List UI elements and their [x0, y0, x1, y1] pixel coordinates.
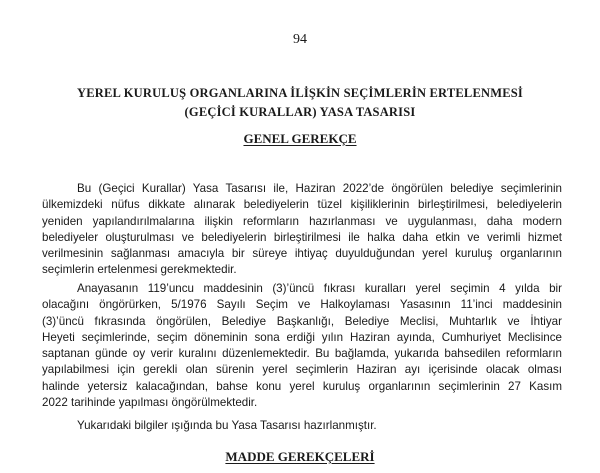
madde-gerekceleri-label: MADDE GEREKÇELERİ	[225, 449, 375, 464]
paragraph-line: Yukarıdaki bilgiler ışığında bu Yasa Tasarısı hazırlanmıştır.	[77, 419, 377, 432]
paragraph-line: yeniden yapılandırılmalarına ilişkin reformların hazırlanması ve uygulanması, daha modern	[42, 214, 562, 228]
section-heading-genel-gerekce	[0, 131, 600, 147]
paragraph-2	[42, 281, 562, 411]
paragraph-line: yapılabilmesi için gerekli olan sürenin yerel seçimlerin Haziran ayı içerisinde olacak olması	[42, 363, 562, 377]
paragraph-line: ülkemizdeki nüfus dikkate alınarak belediyelerin tüzel kişiliklerinin birleştirilmesi, belediyelerin	[42, 198, 562, 212]
paragraph-line: saptanan günde oy verir kuralını düzenlemektedir. Bu bağlamda, yukarıda bahsedilen reformların	[42, 347, 562, 361]
paragraph-line: Bu (Geçici Kurallar) Yasa Tasarısı ile, Haziran 2022’de öngörülen belediye seçimlerinin	[77, 182, 562, 195]
paragraph-line: verilmesinin sağlanması amacıyla bir süreye ihtiyaç duyulduğundan yerel kuruluş organlarının	[42, 247, 562, 261]
paragraph-3	[42, 418, 562, 434]
paragraph-line: 2022 tarihinde yapılması öngörülmektedir.	[42, 396, 258, 410]
paragraph-line: Heyeti seçimlerinde, seçim döneminin sona erdiği yılın Haziran ayında, Cumhuriyet Meclisince	[42, 330, 562, 344]
genel-gerekce-label: GENEL GEREKÇE	[243, 131, 357, 146]
page-number: 94	[293, 32, 307, 47]
paragraph-line: seçimlerin ertelenmesi gerekmektedir.	[42, 263, 237, 277]
section-heading-madde-gerekceleri	[0, 449, 600, 465]
paragraph-line: halinde yetersiz kalacağından, bahse konu yerel kuruluş organlarının seçimlerinin 27 Kasım	[42, 379, 562, 393]
paragraph-line: olacağını öngörürken, 5/1976 Sayılı Seçim ve Halkoylaması Yasasının 11’inci maddesinin	[42, 298, 562, 312]
paragraph-1	[42, 181, 562, 279]
paragraph-line: (3)’üncü fıkrasında öngörülen, Belediye Başkanlığı, Belediye Meclisi, Muhtarlık ve İhtiyar	[42, 314, 562, 328]
title-line-1: YEREL KURULUŞ ORGANLARINA İLİŞKİN SEÇİMLERİN ERTELENMESİ	[77, 86, 523, 100]
title-line-2: (GEÇİCİ KURALLAR) YASA TASARISI	[184, 105, 416, 119]
paragraph-line: Anayasanın 119’uncu maddesinin (3)’üncü fıkrası kuralları yerel seçimin 4 yılda bir	[77, 282, 562, 295]
document-title	[40, 84, 560, 122]
paragraph-line: belediyeler oluşturulması ve belediyelerin birleştirilmesi ile halka daha etkin ve verimli hizmet	[42, 230, 562, 244]
